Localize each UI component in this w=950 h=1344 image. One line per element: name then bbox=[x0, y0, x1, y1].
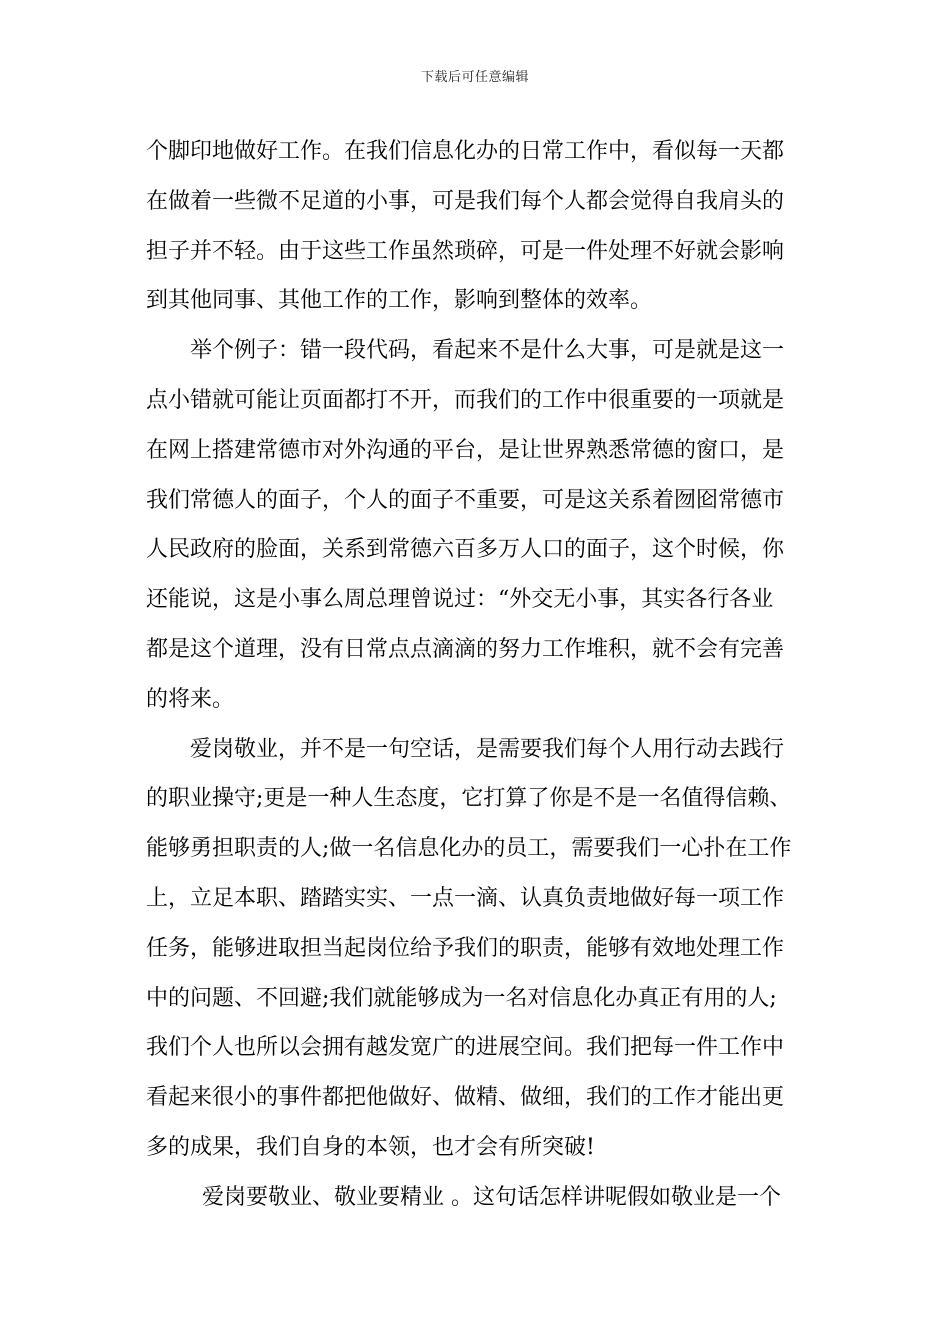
paragraph-4 bbox=[146, 1173, 806, 1223]
text-line: 举个例子：错一段代码，看起来不是什么大事，可是就是这一 bbox=[190, 338, 785, 364]
text-line: 的将来。 bbox=[146, 686, 235, 712]
text-line: 多的成果，我们自身的本领，也才会有所突破! bbox=[146, 1134, 595, 1160]
text-line: 还能说，这是小事么周总理曾说过：“外交无小事，其实各行各业 bbox=[146, 587, 774, 613]
text-line: 上，立足本职、踏踏实实、一点一滴、认真负责地做好每一项工作 bbox=[146, 885, 785, 911]
paragraph-1 bbox=[146, 127, 806, 326]
document-body bbox=[146, 127, 806, 1223]
text-line: 的职业操守;更是一种人生态度，它打算了你是不是一名值得信赖、 bbox=[146, 786, 792, 812]
text-line: 人民政府的脸面，关系到常德六百多万人口的面子，这个时候，你 bbox=[146, 537, 785, 563]
text-line: 任务，能够进取担当起岗位给予我们的职责，能够有效地处理工作 bbox=[146, 935, 785, 961]
page-header-note: 下载后可任意编辑 bbox=[420, 70, 529, 85]
text-line: 到其他同事、其他工作的工作，影响到整体的效率。 bbox=[146, 288, 653, 314]
paragraph-2 bbox=[146, 326, 806, 724]
text-line: 我们常德人的面子，个人的面子不重要，可是这关系着囫囵常德市 bbox=[146, 487, 785, 513]
text-line: 爱岗要敬业、敬业要精业 。这句话怎样讲呢假如敬业是一个 bbox=[202, 1184, 781, 1210]
paragraph-3 bbox=[146, 725, 806, 1173]
text-line: 在网上搭建常德市对外沟通的平台，是让世界熟悉常德的窗口，是 bbox=[146, 437, 785, 463]
text-line: 能够勇担职责的人;做一名信息化办的员工，需要我们一心扑在工作 bbox=[146, 836, 792, 862]
text-line: 担子并不轻。由于这些工作虽然琐碎，可是一件处理不好就会影响 bbox=[146, 238, 785, 264]
text-line: 都是这个道理，没有日常点点滴滴的努力工作堆积，就不会有完善 bbox=[146, 636, 785, 662]
text-line: 爱岗敬业，并不是一句空话，是需要我们每个人用行动去践行 bbox=[190, 736, 785, 762]
text-line: 点小错就可能让页面都打不开，而我们的工作中很重要的一项就是 bbox=[146, 387, 785, 413]
text-line: 在做着一些微不足道的小事，可是我们每个人都会觉得自我肩头的 bbox=[146, 188, 785, 214]
text-line: 个脚印地做好工作。在我们信息化办的日常工作中，看似每一天都 bbox=[146, 139, 785, 164]
text-line: 看起来很小的事件都把他做好、做精、做细，我们的工作才能出更 bbox=[146, 1085, 785, 1111]
text-line: 中的问题、不回避;我们就能够成为一名对信息化办真正有用的人; bbox=[146, 985, 777, 1011]
text-line: 我们个人也所以会拥有越发宽广的进展空间。我们把每一件工作中 bbox=[146, 1035, 785, 1061]
